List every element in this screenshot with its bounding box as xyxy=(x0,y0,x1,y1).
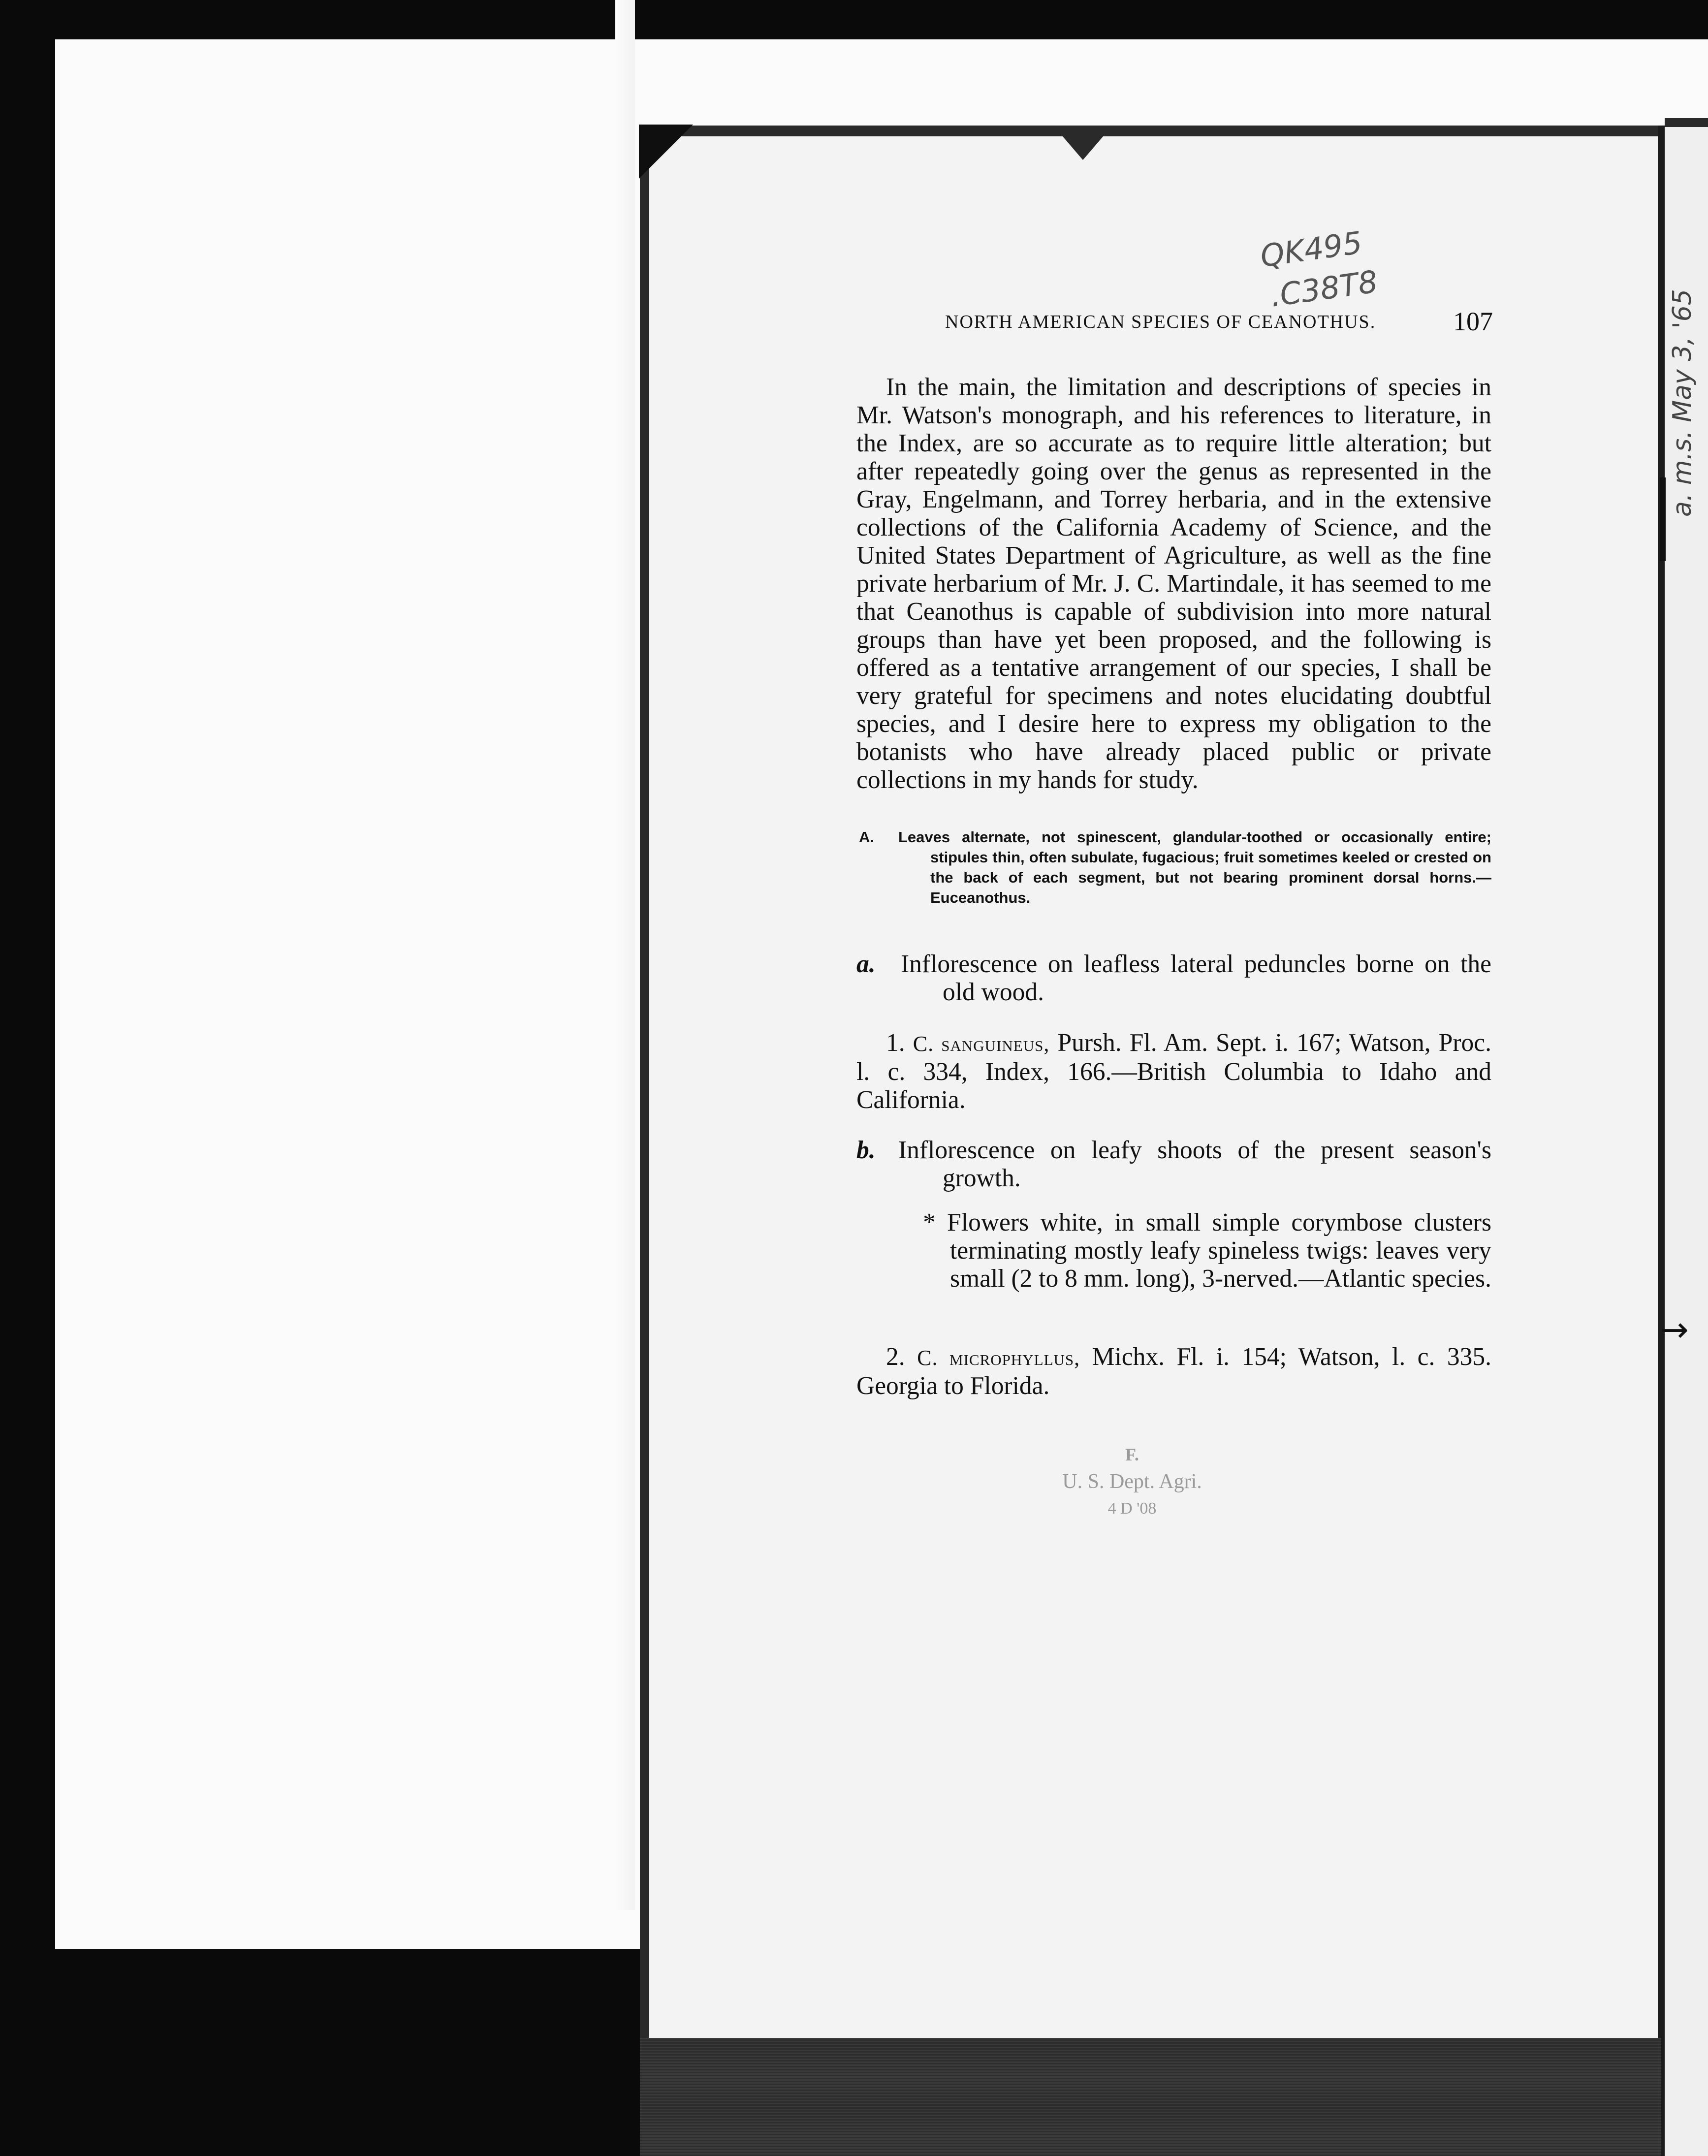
key-section-A xyxy=(859,827,1491,908)
species-entry-1 xyxy=(856,1029,1491,1114)
call-number-line1: QK495 xyxy=(1258,224,1364,275)
subkey-b-label: b. xyxy=(856,1136,876,1164)
species-1-number: 1. xyxy=(886,1029,905,1057)
subkey-a xyxy=(856,950,1491,1006)
margin-note-text: a. m.s. May 3, '65 xyxy=(1668,289,1697,517)
margin-tick-mark xyxy=(1660,477,1666,561)
species-2-name: C. microphyllus, xyxy=(917,1346,1080,1370)
key-A-text: Leaves alternate, not spinescent, glandular-toothed or occasionally entire; stipules thin, often subulate, fugacious; fruit sometimes keeled or crested on the back of each segment, but not bearing prominent dorsal horns.—Euceanothus. xyxy=(898,828,1491,906)
subkey-a-text: Inflorescence on leafless lateral peduncles borne on the old wood. xyxy=(901,950,1491,1006)
page-notch xyxy=(1053,126,1112,160)
subkey-b-text: Inflorescence on leafy shoots of the present season's growth. xyxy=(898,1136,1491,1192)
library-stamp xyxy=(1034,1442,1231,1541)
page-bottom-band xyxy=(640,2038,1661,2156)
species-2-text: Michx. Fl. i. 154; Watson, l. c. 335. Georgia to Florida. xyxy=(856,1343,1491,1400)
subkey-a-label: a. xyxy=(856,950,876,978)
stamp-line1: F. xyxy=(1125,1445,1139,1464)
call-number-line2: .C38T8 xyxy=(1267,263,1380,314)
subkey-b xyxy=(856,1136,1491,1192)
key-A-label: A. xyxy=(859,828,874,846)
species-1-name: C. sanguineus, xyxy=(913,1032,1050,1056)
page-number: 107 xyxy=(1453,307,1493,336)
spine-shadow xyxy=(615,0,635,1910)
margin-arrow-icon: → xyxy=(1660,1309,1689,1350)
stamp-line3: 4 D '08 xyxy=(1107,1499,1157,1518)
species-2-number: 2. xyxy=(886,1343,905,1371)
species-1-text: Pursh. Fl. Am. Sept. i. 167; Watson, Proc. l. c. 334, Index, 166.—British Columbia to Idaho and California. xyxy=(856,1029,1492,1114)
stamp-line2: U. S. Dept. Agri. xyxy=(1062,1470,1202,1493)
intro-paragraph: In the main, the limitation and descriptions of species in Mr. Watson's monograph, and his references to literature, in the Index, are so accurate as to require little alteration; but after repeatedly going over the genus as represented in the Gray, Engelmann, and Torrey herbaria, and in the extensive collections of the California Academy of Science, and the United States Department of Agriculture, as well as the fine private herbarium of Mr. J. C. Martindale, it has seemed to me that Ceanothus is capable of subdivision into more natural groups than have yet been proposed, and the following is offered as a tentative arrangement of our species, I shall be very grateful for specimens and notes elucidating doubtful species, and I desire here to express my obligation to the botanists who have already placed public or private collections in my hands for study. xyxy=(856,373,1491,794)
corner-fold xyxy=(639,125,693,179)
handwritten-call-number xyxy=(1258,224,1423,315)
group-star-text: Flowers white, in small simple corymbose clusters terminating mostly leafy spineless twigs: leaves very small (2 to 8 mm. long), 3-nerved.—Atlantic species. xyxy=(947,1208,1492,1293)
species-entry-2 xyxy=(856,1343,1491,1400)
group-star xyxy=(856,1208,1491,1293)
group-star-marker: * xyxy=(923,1208,936,1237)
running-head: NORTH AMERICAN SPECIES OF CEANOTHUS. xyxy=(945,312,1376,332)
